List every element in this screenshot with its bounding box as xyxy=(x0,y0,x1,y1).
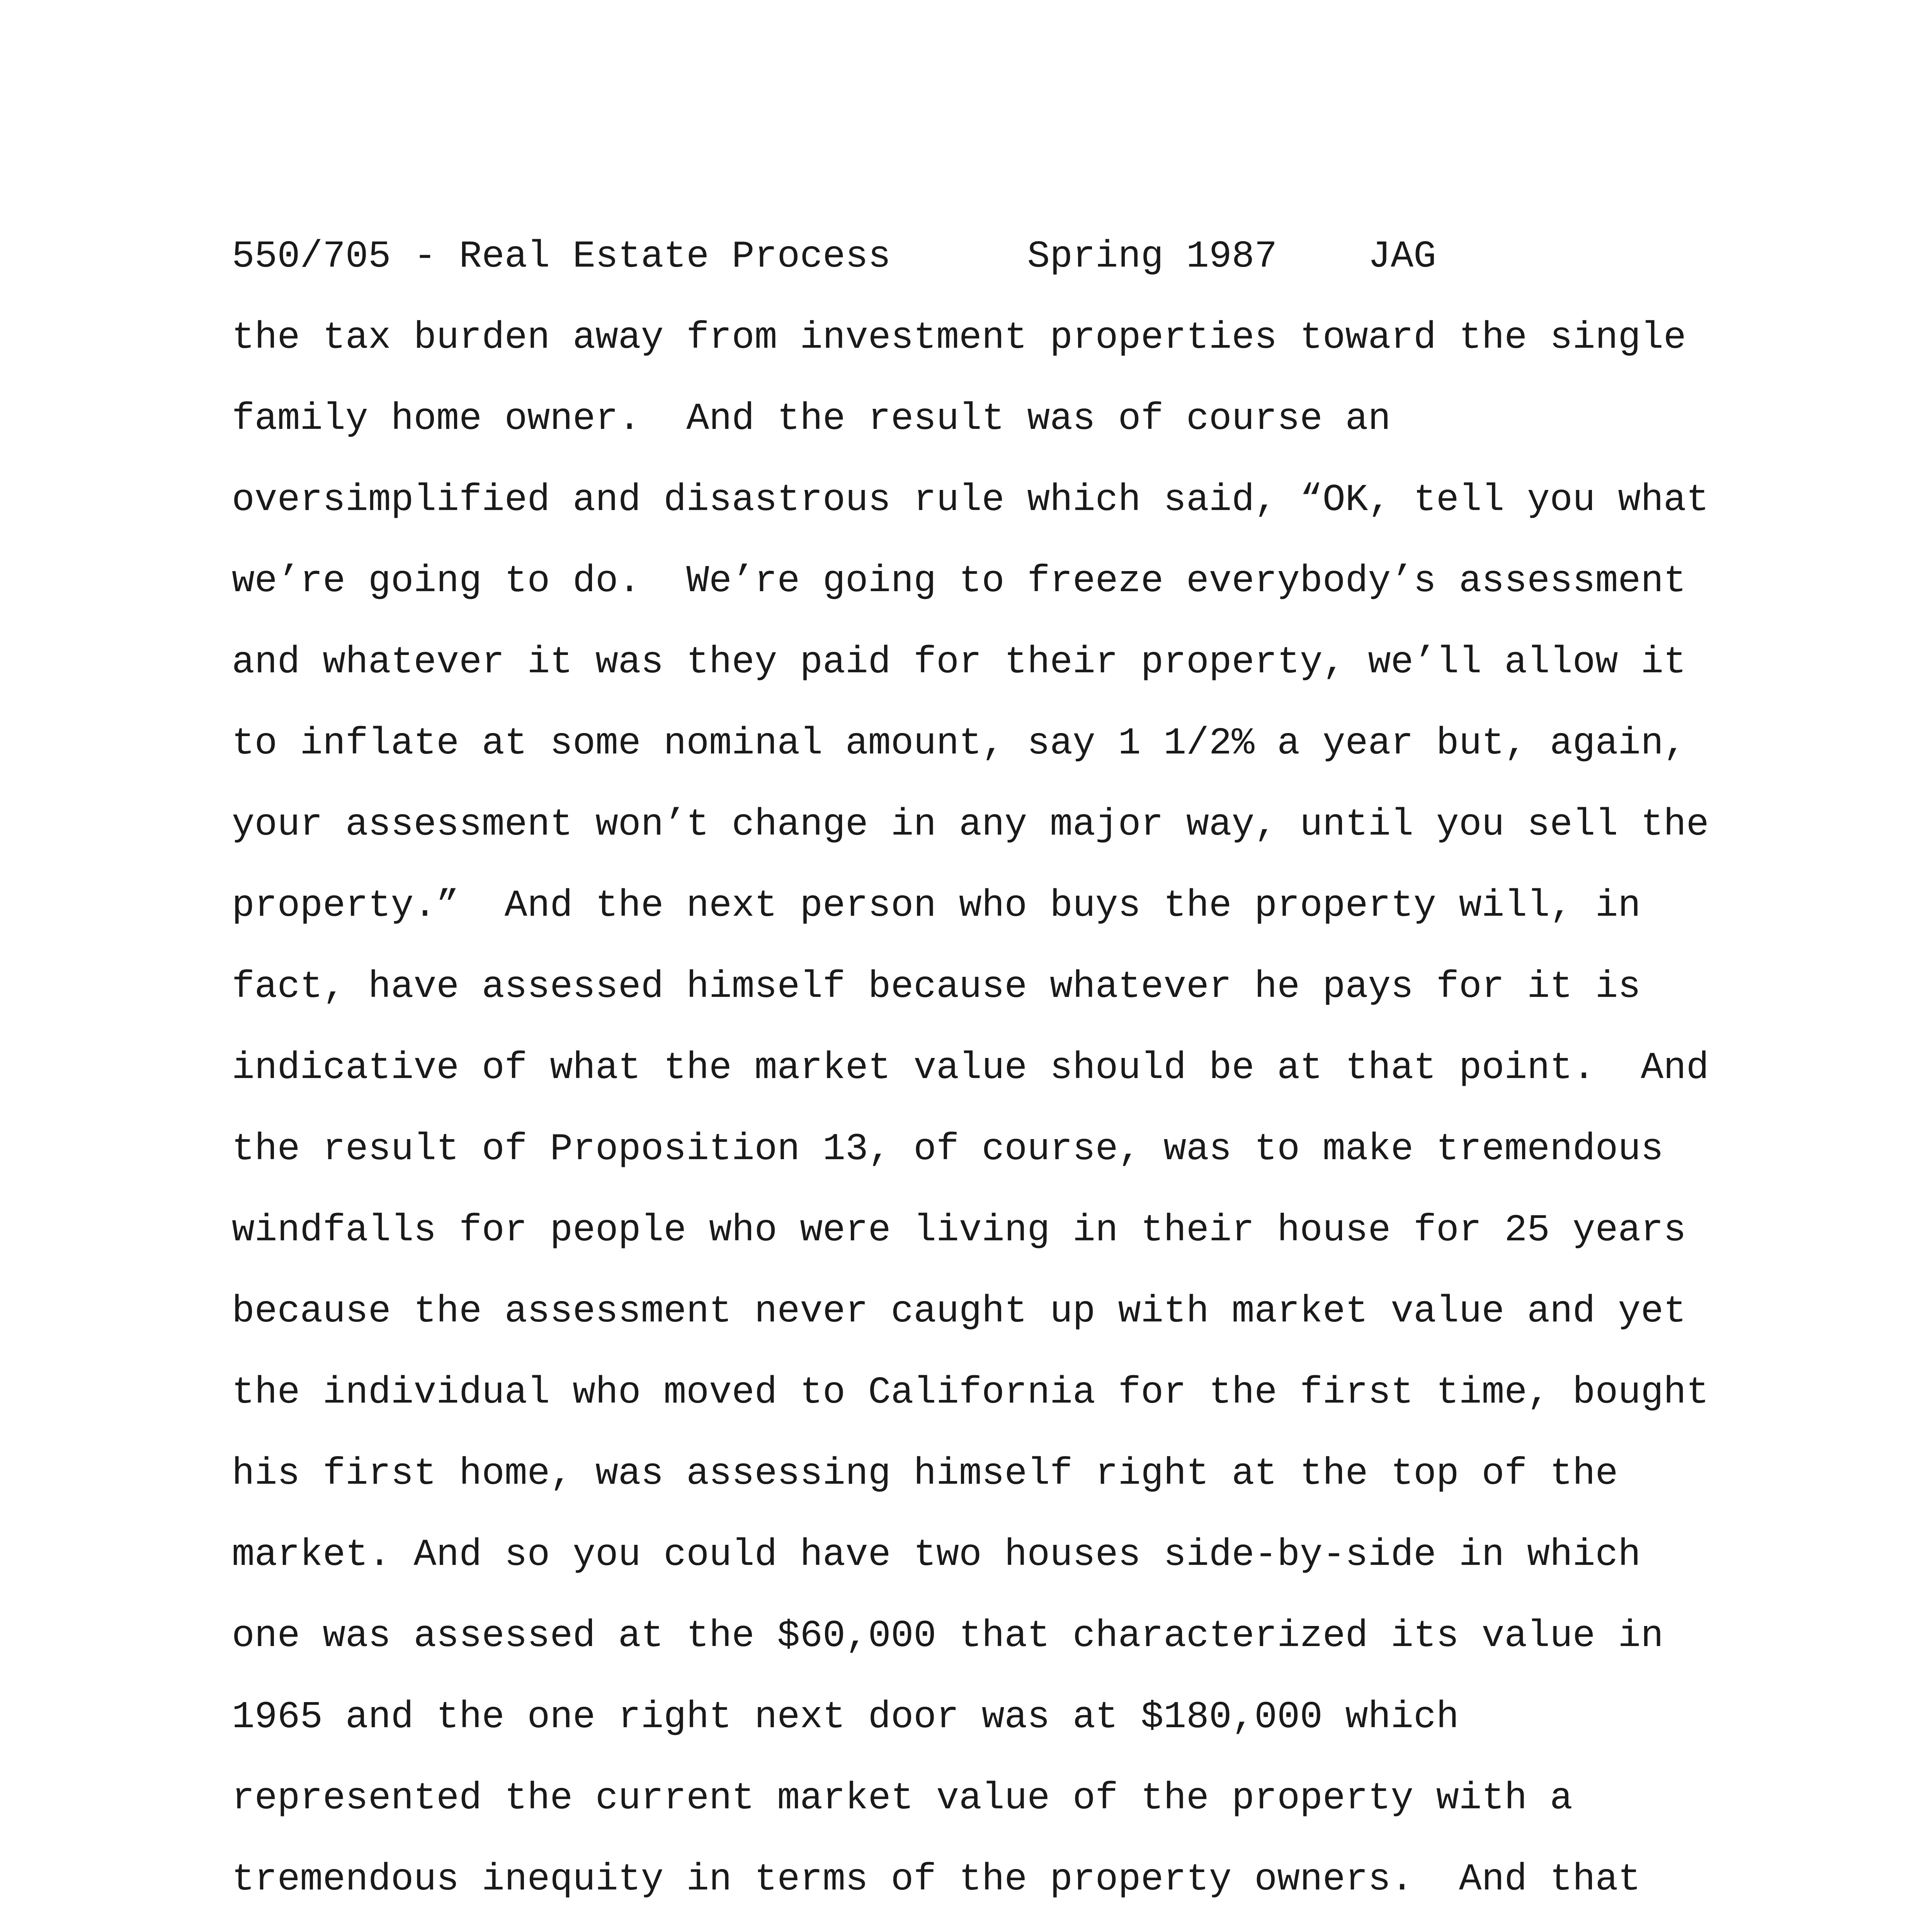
body-line: the individual who moved to California for the first time, bought xyxy=(232,1371,1709,1414)
header-spacer xyxy=(1277,235,1368,278)
body-line: windfalls for people who were living in their house for 25 years xyxy=(232,1209,1686,1252)
body-line: the tax burden away from investment properties toward the single xyxy=(232,316,1686,359)
body-line: the result of Proposition 13, of course, was to make tremendous xyxy=(232,1128,1664,1171)
body-line: we’re going to do. We’re going to freeze everybody’s assessment xyxy=(232,560,1686,603)
body-line: oversimplified and disastrous rule which said, “OK, tell you what xyxy=(232,479,1709,522)
body-line: one was assessed at the $60,000 that characterized its value in xyxy=(232,1615,1664,1658)
body-line: family home owner. And the result was of course an xyxy=(232,398,1391,440)
body-line xyxy=(232,1920,1855,1932)
body-line: to inflate at some nominal amount, say 1 1/2% a year but, again, xyxy=(232,722,1686,765)
header-initials: JAG xyxy=(1368,235,1436,278)
body-line: fact, have assessed himself because whatever he pays for it is xyxy=(232,966,1641,1009)
body-line: represented the current market value of the property with a xyxy=(232,1777,1573,1820)
body-line: indicative of what the market value should be at that point. And xyxy=(232,1047,1709,1090)
header-course: 550/705 - Real Estate Process xyxy=(232,235,891,278)
body-line: your assessment won’t change in any major way, until you sell the xyxy=(232,803,1709,846)
body-line: market. And so you could have two houses side-by-side in which xyxy=(232,1534,1641,1577)
body-line: 1965 and the one right next door was at $180,000 which xyxy=(232,1696,1459,1739)
body-line: and whatever it was they paid for their property, we’ll allow it xyxy=(232,641,1686,684)
body-line: his first home, was assessing himself right at the top of the xyxy=(232,1452,1618,1495)
page-text xyxy=(232,216,1855,1932)
body-line: property.” And the next person who buys the property will, in xyxy=(232,884,1641,927)
body-line: because the assessment never caught up with market value and yet xyxy=(232,1290,1686,1333)
running-header xyxy=(232,216,1855,298)
header-spacer xyxy=(891,235,1027,278)
header-term: Spring 1987 xyxy=(1027,235,1277,278)
body-line: tremendous inequity in terms of the property owners. And that xyxy=(232,1858,1641,1901)
